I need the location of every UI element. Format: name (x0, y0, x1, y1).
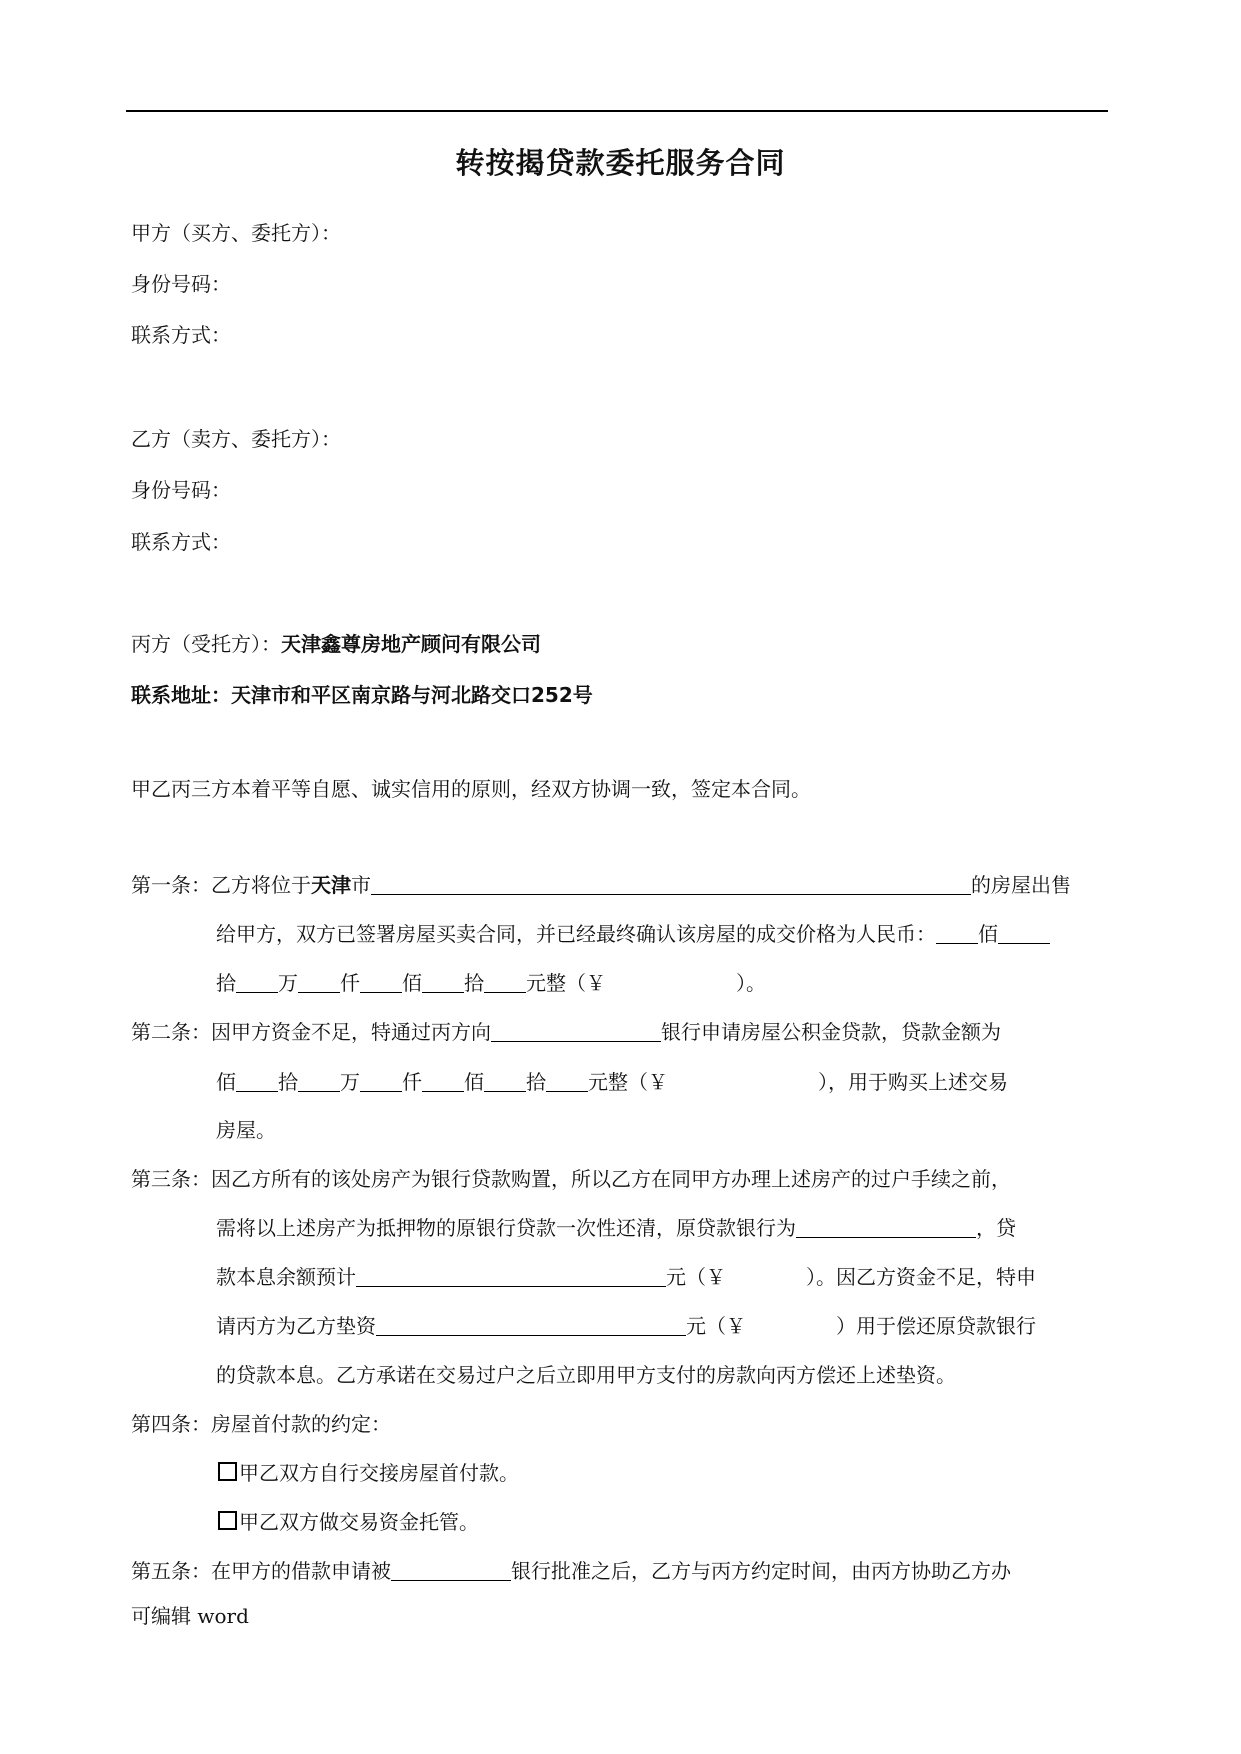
clause-1-city: 天津 (311, 873, 351, 897)
clause-4-option-1[interactable] (218, 1459, 519, 1487)
amount-blank (998, 923, 1050, 944)
amount-blank (298, 972, 340, 993)
header-rule (126, 110, 1108, 112)
bank-blank (796, 1217, 976, 1238)
clause-3-line-5: 的贷款本息。乙方承诺在交易过户之后立即用甲方支付的房款向丙方偿还上述垫资。 (216, 1363, 956, 1387)
clause-1-line-3 (216, 969, 766, 997)
party-b-label: 乙方（卖方、委托方）： (131, 427, 341, 451)
party-c-label: 丙方（受托方）： (131, 632, 281, 656)
party-a-contact-label: 联系方式： (131, 323, 231, 347)
bank-blank (491, 1021, 661, 1042)
clause-4-line-1 (131, 1410, 391, 1438)
unit-text: 元整（￥ (526, 971, 606, 995)
amount-blank (546, 1071, 588, 1092)
unit-text: ），用于购买上述交易 (818, 1070, 1008, 1094)
unit-text: 元整（￥ (588, 1070, 668, 1094)
clause-4-text: 房屋首付款的约定： (211, 1412, 391, 1436)
clause-3-line-2 (216, 1214, 1016, 1242)
clause-3-text: 元（￥ (686, 1314, 746, 1338)
clause-3-text: 请丙方为乙方垫资 (216, 1314, 376, 1338)
amount-blank (422, 972, 464, 993)
clause-5-text: 在甲方的借款申请被 (211, 1559, 391, 1583)
clause-3-line-1 (131, 1165, 1011, 1193)
unit-text: 佰 (464, 1070, 484, 1094)
clause-1-text: 佰 (978, 922, 998, 946)
clause-5-line-1 (131, 1557, 1011, 1585)
clause-2-line-1 (131, 1018, 1001, 1046)
clause-5-number: 第五条： (131, 1559, 211, 1583)
amount-blank (236, 972, 278, 993)
party-c-line (131, 630, 541, 658)
amount-blank (236, 1071, 278, 1092)
clause-3-text: 因乙方所有的该处房产为银行贷款购置，所以乙方在同甲方办理上述房产的过户手续之前， (211, 1167, 1011, 1191)
document-title: 转按揭贷款委托服务合同 (455, 146, 786, 180)
clause-4-option-2[interactable] (218, 1508, 479, 1536)
intro-paragraph: 甲乙丙三方本着平等自愿、诚实信用的原则，经双方协调一致，签定本合同。 (131, 777, 811, 801)
clause-2-text: 银行申请房屋公积金贷款，贷款金额为 (661, 1020, 1001, 1044)
clause-3-text: 款本息余额预计 (216, 1265, 356, 1289)
option-label: 甲乙双方做交易资金托管。 (239, 1510, 479, 1534)
footer-note: 可编辑 word (131, 1604, 249, 1628)
clause-3-line-4 (216, 1312, 1036, 1340)
unit-text: ）。 (736, 971, 766, 995)
clause-1-line-2 (216, 920, 1050, 948)
clause-3-text: 元（￥ (666, 1265, 726, 1289)
unit-text: 仟 (340, 971, 360, 995)
unit-text: 万 (340, 1070, 360, 1094)
clause-1-text: 给甲方，双方已签署房屋买卖合同，并已经最终确认该房屋的成交价格为人民币： (216, 922, 936, 946)
option-label: 甲乙双方自行交接房屋首付款。 (239, 1461, 519, 1485)
checkbox-icon[interactable] (218, 1511, 237, 1530)
amount-blank (356, 1266, 666, 1287)
clause-1-text: 市 (351, 873, 371, 897)
clause-2-line-2 (216, 1068, 1008, 1096)
clause-3-text: 需将以上述房产为抵押物的原银行贷款一次性还清，原贷款银行为 (216, 1216, 796, 1240)
amount-blank (422, 1071, 464, 1092)
clause-3-text: ）用于偿还原贷款银行 (836, 1314, 1036, 1338)
clause-1-text: 的房屋出售 (971, 873, 1071, 897)
checkbox-icon[interactable] (218, 1462, 237, 1481)
amount-blank (360, 1071, 402, 1092)
amount-blank (376, 1315, 686, 1336)
unit-text: 拾 (216, 971, 236, 995)
unit-text: 佰 (216, 1070, 236, 1094)
party-b-id-label: 身份号码： (131, 478, 231, 502)
clause-1-text: 乙方将位于 (211, 873, 311, 897)
party-a-id-label: 身份号码： (131, 272, 231, 296)
unit-text: 拾 (278, 1070, 298, 1094)
party-b-contact-label: 联系方式： (131, 530, 231, 554)
unit-text: 拾 (526, 1070, 546, 1094)
clause-5-text: 银行批准之后，乙方与丙方约定时间，由丙方协助乙方办 (511, 1559, 1011, 1583)
clause-2-line-3: 房屋。 (216, 1118, 276, 1142)
clause-3-text: ，贷 (976, 1216, 1016, 1240)
party-a-label: 甲方（买方、委托方）： (131, 221, 341, 245)
unit-text: 仟 (402, 1070, 422, 1094)
amount-blank (484, 1071, 526, 1092)
clause-3-text: ）。因乙方资金不足，特申 (806, 1265, 1036, 1289)
amount-blank (936, 923, 978, 944)
clause-3-line-3 (216, 1263, 1036, 1291)
address-blank (371, 874, 971, 895)
clause-2-text: 因甲方资金不足，特通过丙方向 (211, 1020, 491, 1044)
clause-1-number: 第一条： (131, 873, 211, 897)
clause-2-number: 第二条： (131, 1020, 211, 1044)
unit-text: 佰 (402, 971, 422, 995)
clause-1-line-1 (131, 871, 1071, 899)
unit-text: 万 (278, 971, 298, 995)
party-c-name: 天津鑫尊房地产顾问有限公司 (281, 632, 541, 656)
bank-blank (391, 1560, 511, 1581)
unit-text: 拾 (464, 971, 484, 995)
clause-3-number: 第三条： (131, 1167, 211, 1191)
amount-blank (360, 972, 402, 993)
amount-blank (484, 972, 526, 993)
party-c-address: 联系地址：天津市和平区南京路与河北路交口252号 (131, 683, 593, 707)
clause-4-number: 第四条： (131, 1412, 211, 1436)
amount-blank (298, 1071, 340, 1092)
